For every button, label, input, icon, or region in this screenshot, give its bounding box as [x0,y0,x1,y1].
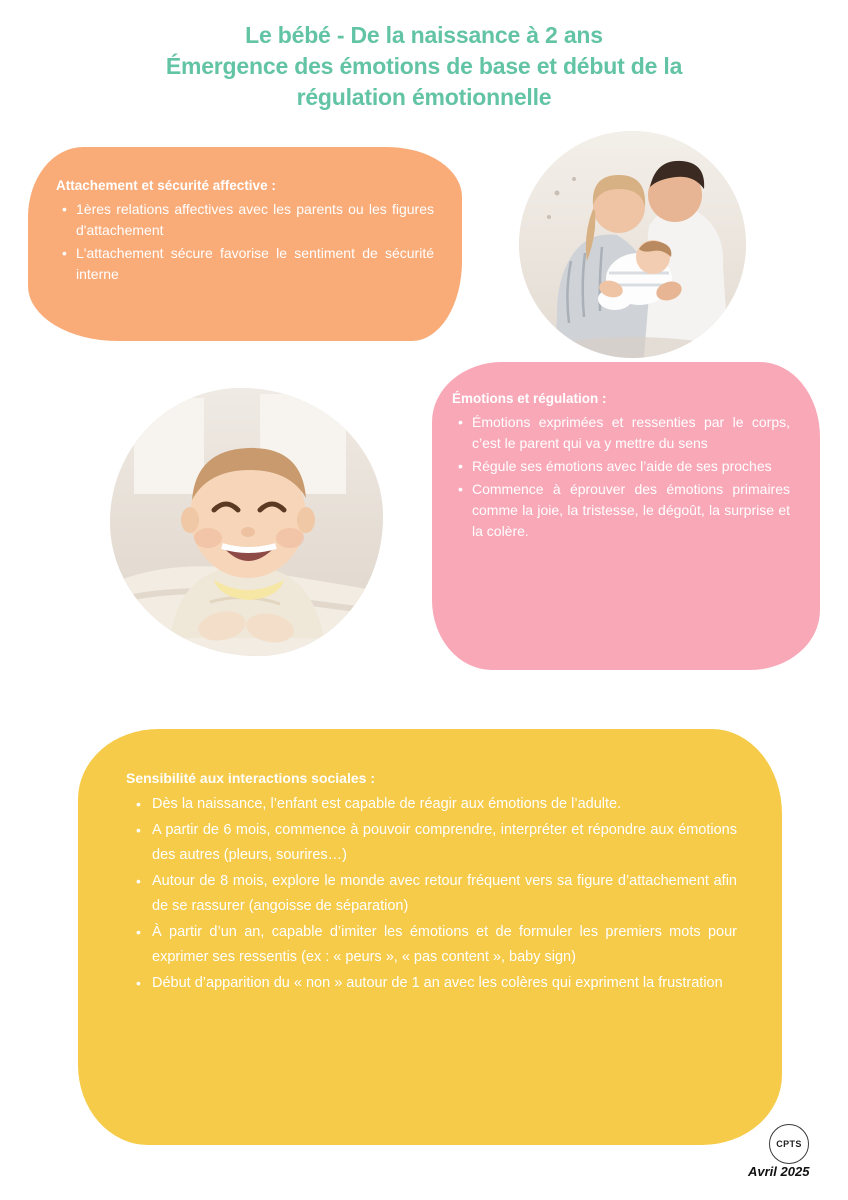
photo-parents-baby-illustration [519,131,746,358]
section-social [78,729,782,1145]
list-item: • Dès la naissance, l’enfant est capable de réagir aux émotions de l’adulte. [152,792,737,817]
list-item: • Commence à éprouver des émotions primaires comme la joie, la tristesse, le dégoût, la surprise et la colère. [472,479,790,542]
section-attachment-list [56,199,434,285]
page-title-line-2: Émergence des émotions de base et début de la [165,53,683,79]
cpts-logo [769,1124,809,1164]
section-social-heading: Sensibilité aux interactions sociales : [126,770,375,786]
photo-smiling-baby [110,388,383,656]
section-emotions-heading: Émotions et régulation : [452,391,607,406]
section-attachment [28,147,462,341]
list-item: • Régule ses émotions avec l’aide de ses proches [472,456,790,477]
photo-parents-baby [519,131,746,358]
list-item: • Émotions exprimées et ressenties par le corps, c’est le parent qui va y mettre du sens [472,412,790,454]
list-item: • 1ères relations affectives avec les parents ou les figures d'attachement [76,199,434,241]
section-attachment-heading: Attachement et sécurité affective : [56,178,276,193]
page-title-line-1: Le bébé - De la naissance à 2 ans [245,22,603,48]
footer-date: Avril 2025 [748,1164,810,1179]
photo-smiling-baby-illustration [110,388,383,656]
cpts-logo-text: CPTS [776,1139,802,1149]
list-item: • A partir de 6 mois, commence à pouvoir comprendre, interpréter et répondre aux émotions des autres (pleurs, sourires…) [152,818,737,868]
page-title-line-3: régulation émotionnelle [296,84,552,110]
list-item: • L'attachement sécure favorise le sentiment de sécurité interne [76,243,434,285]
list-item: • Début d’apparition du « non » autour de 1 an avec les colères qui expriment la frustration [152,971,737,996]
list-item: • Autour de 8 mois, explore le monde avec retour fréquent vers sa figure d’attachement afin de se rassurer (angoisse de séparation) [152,869,737,919]
list-item: • À partir d’un an, capable d’imiter les émotions et de formuler les premiers mots pour exprimer ses ressentis (ex : « peurs », « pas content », baby sign) [152,920,737,970]
section-emotions [432,362,820,670]
page-title [60,20,788,113]
section-emotions-list [452,412,790,542]
section-social-list [126,792,737,996]
